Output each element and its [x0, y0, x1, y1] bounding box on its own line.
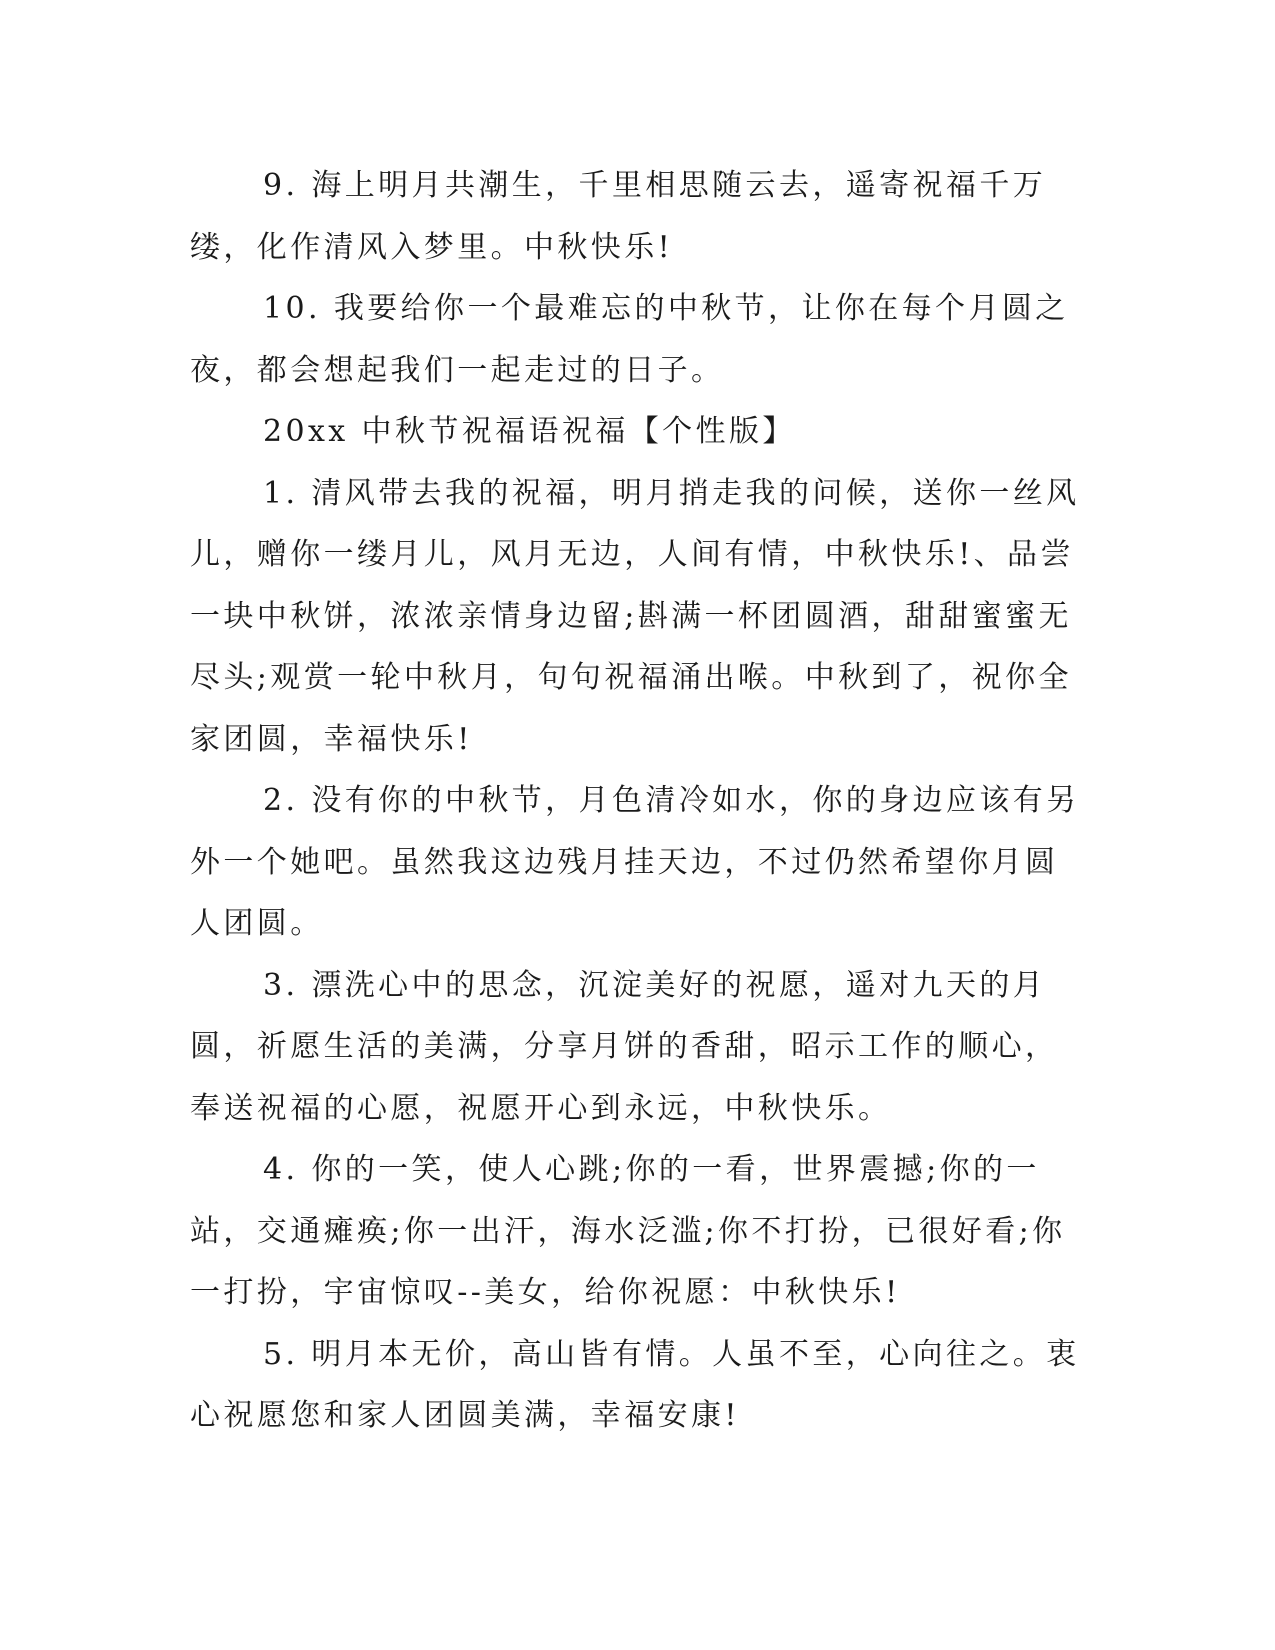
paragraph-blessing-4: 4. 你的一笑，使人心跳;你的一看，世界震撼;你的一站，交通瘫痪;你一出汗，海水泛滥;你不打扮，已很好看;你一打扮，宇宙惊叹--美女，给你祝愿：中秋快乐!: [190, 1152, 1066, 1310]
paragraph-blessing-9: 9. 海上明月共潮生，千里相思随云去，遥寄祝福千万缕，化作清风入梦里。中秋快乐!: [190, 168, 1047, 265]
paragraph-blessing-1: 1. 清风带去我的祝福，明月捎走我的问候，送你一丝风儿，赠你一缕月儿，风月无边，人间有情，中秋快乐!、品尝一块中秋饼，浓浓亲情身边留;斟满一杯团圆酒，甜甜蜜蜜无尽头;观赏一轮中秋月，句句祝福涌出喉。中秋到了，祝你全家团圆，幸福快乐!: [190, 475, 1080, 757]
section-heading: 20xx 中秋节祝福语祝福【个性版】: [263, 414, 796, 449]
paragraph-blessing-2: 2. 没有你的中秋节，月色清冷如水，你的身边应该有另外一个她吧。虽然我这边残月挂天边，不过仍然希望你月圆人团圆。: [190, 783, 1080, 941]
paragraph-blessing-10: 10. 我要给你一个最难忘的中秋节，让你在每个月圆之夜，都会想起我们一起走过的日子。: [190, 291, 1069, 388]
paragraph-blessing-5: 5. 明月本无价，高山皆有情。人虽不至，心向往之。衷心祝愿您和家人团圆美满，幸福安康!: [190, 1336, 1080, 1433]
paragraph-blessing-3: 3. 漂洗心中的思念，沉淀美好的祝愿，遥对九天的月圆，祈愿生活的美满，分享月饼的香甜，昭示工作的顺心，奉送祝福的心愿，祝愿开心到永远，中秋快乐。: [190, 967, 1059, 1126]
document-body: [190, 155, 1080, 1447]
